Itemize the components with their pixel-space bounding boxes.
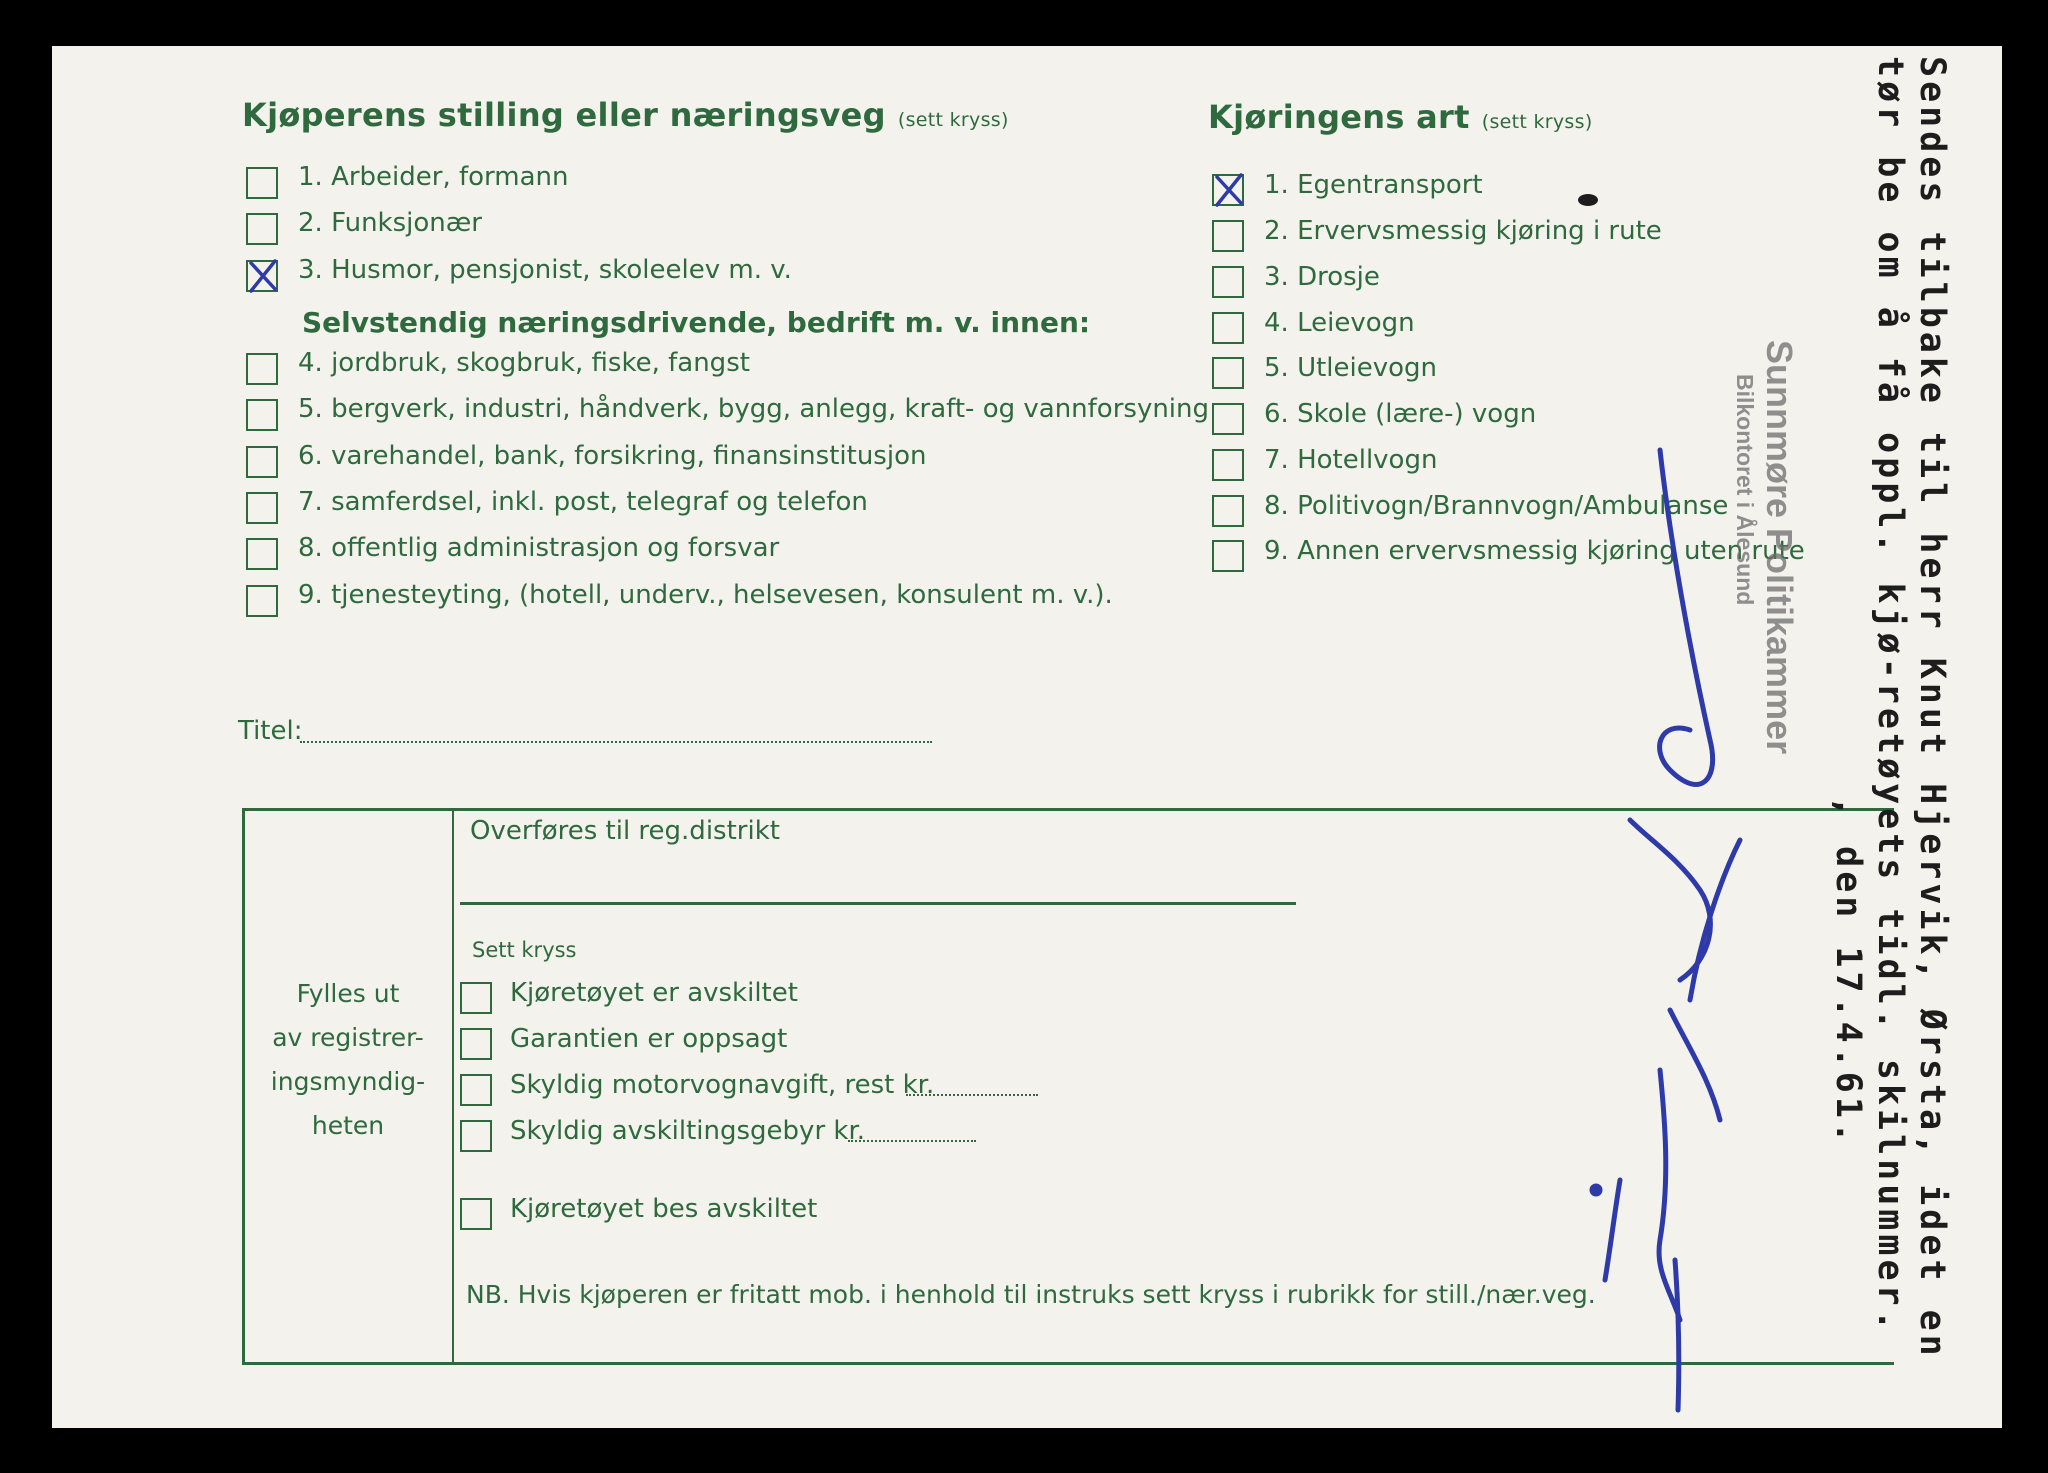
driving-type-option-label: 4. Leievogn [1264,308,1415,338]
ink-blot-mark [1574,190,1604,210]
registry-side-label-line: ingsmyndig- [270,1067,426,1096]
self-employed-subheading: Selvstendig næringsdrivende, bedrift m. v. innen: [302,306,1091,339]
buyer-occupation-option-label: 4. jordbruk, skogbruk, fiske, fangst [298,348,750,378]
driving-type-option-label: 3. Drosje [1264,262,1380,292]
buyer-occupation-heading-text: Kjøperens stilling eller næringsveg [242,96,886,134]
registry-checkbox[interactable] [460,1198,492,1230]
buyer-occupation-checkbox[interactable] [246,260,278,292]
driving-type-option-label: 9. Annen ervervsmessig kjøring uten rute [1264,536,1805,566]
registry-side-label-line: av registrer- [272,1023,424,1052]
driving-type-heading-note: (sett kryss) [1481,111,1593,133]
driving-type-checkbox[interactable] [1212,174,1244,206]
driving-type-checkbox[interactable] [1212,220,1244,252]
registry-option-label: Kjøretøyet bes avskiltet [510,1194,818,1224]
motorvognavgift-amount-line[interactable] [906,1094,1038,1096]
buyer-occupation-heading [242,96,1009,134]
buyer-occupation-checkbox[interactable] [246,167,278,199]
buyer-occupation-option-label: 8. offentlig administrasjon og forsvar [298,533,780,563]
registry-option-label: Garantien er oppsagt [510,1024,788,1054]
registry-checkbox[interactable] [460,1028,492,1060]
buyer-occupation-checkbox[interactable] [246,353,278,385]
buyer-occupation-option-label: 2. Funksjonær [298,208,482,238]
driving-type-option-label: 5. Utleievogn [1264,353,1438,383]
registry-box-divider [452,808,454,1365]
driving-type-checkbox[interactable] [1212,266,1244,298]
buyer-occupation-checkbox[interactable] [246,585,278,617]
buyer-occupation-option-label: 3. Husmor, pensjonist, skoleelev m. v. [298,255,792,285]
registry-option-label: Skyldig avskiltingsgebyr kr. [510,1116,866,1146]
title-input-line[interactable] [300,741,932,743]
registry-box-left-border [242,808,245,1365]
avskiltingsgebyr-amount-line[interactable] [848,1140,976,1142]
typed-note-line1: Sendes tilbake til herr Knut Hjervik, Ørsta, idet en [1912,56,1952,1360]
buyer-occupation-option-label: 6. varehandel, bank, forsikring, finansinstitusjon [298,441,927,471]
driving-type-option-label: 7. Hotellvogn [1264,445,1438,475]
registry-side-label [248,972,448,1148]
registry-option-label: Skyldig motorvognavgift, rest kr. [510,1070,935,1100]
title-label: Titel: [238,716,303,746]
registry-side-label-line: Fylles ut [296,979,400,1008]
buyer-occupation-heading-note: (sett kryss) [897,109,1009,131]
driving-type-option-label: 8. Politivogn/Brannvogn/Ambulanse [1264,491,1729,521]
transfer-district-label: Overføres til reg.distrikt [470,816,780,846]
buyer-occupation-checkbox[interactable] [246,538,278,570]
registry-checkbox[interactable] [460,1120,492,1152]
sett-kryss-label: Sett kryss [472,938,577,962]
driving-type-checkbox[interactable] [1212,403,1244,435]
driving-type-checkbox[interactable] [1212,495,1244,527]
registry-side-label-line: heten [311,1111,385,1140]
buyer-occupation-checkbox[interactable] [246,213,278,245]
buyer-occupation-checkbox[interactable] [246,399,278,431]
driving-type-checkbox[interactable] [1212,312,1244,344]
registry-option-label: Kjøretøyet er avskiltet [510,978,798,1008]
buyer-occupation-option-label: 7. samferdsel, inkl. post, telegraf og telefon [298,487,868,517]
registry-checkbox[interactable] [460,982,492,1014]
driving-type-heading [1208,98,1593,136]
handwritten-signature [1560,420,1780,1440]
transfer-district-input-line[interactable] [460,902,1296,905]
x-check-mark-icon [245,257,281,295]
registry-checkbox[interactable] [460,1074,492,1106]
driving-type-heading-text: Kjøringens art [1208,98,1470,136]
buyer-occupation-checkbox[interactable] [246,446,278,478]
driving-type-checkbox[interactable] [1212,540,1244,572]
driving-type-checkbox[interactable] [1212,449,1244,481]
driving-type-checkbox[interactable] [1212,357,1244,389]
police-stamp-line2: Bilkontoret i Ålesund [1732,374,1758,606]
buyer-occupation-checkbox[interactable] [246,492,278,524]
typed-note-line3: , den 17.4.61. [1828,796,1868,1148]
buyer-occupation-option-label: 5. bergverk, industri, håndverk, bygg, anlegg, kraft- og vannforsyning [298,394,1210,424]
driving-type-option-label: 6. Skole (lære-) vogn [1264,399,1537,429]
buyer-occupation-option-label: 9. tjenesteyting, (hotell, underv., helsevesen, konsulent m. v.). [298,580,1113,610]
driving-type-option-label: 1. Egentransport [1264,170,1483,200]
police-stamp-line1: Sunnmøre Politikammer [1759,340,1800,755]
typed-note-line2: tør be om å få oppl. kjø-retøyets tidl. skilnummer. [1870,56,1910,1335]
x-check-mark-icon [1211,171,1247,209]
buyer-occupation-option-label: 1. Arbeider, formann [298,162,569,192]
nb-note: NB. Hvis kjøperen er fritatt mob. i henhold til instruks sett kryss i rubrikk for still./nær.veg. [466,1280,1596,1309]
driving-type-option-label: 2. Ervervsmessig kjøring i rute [1264,216,1662,246]
